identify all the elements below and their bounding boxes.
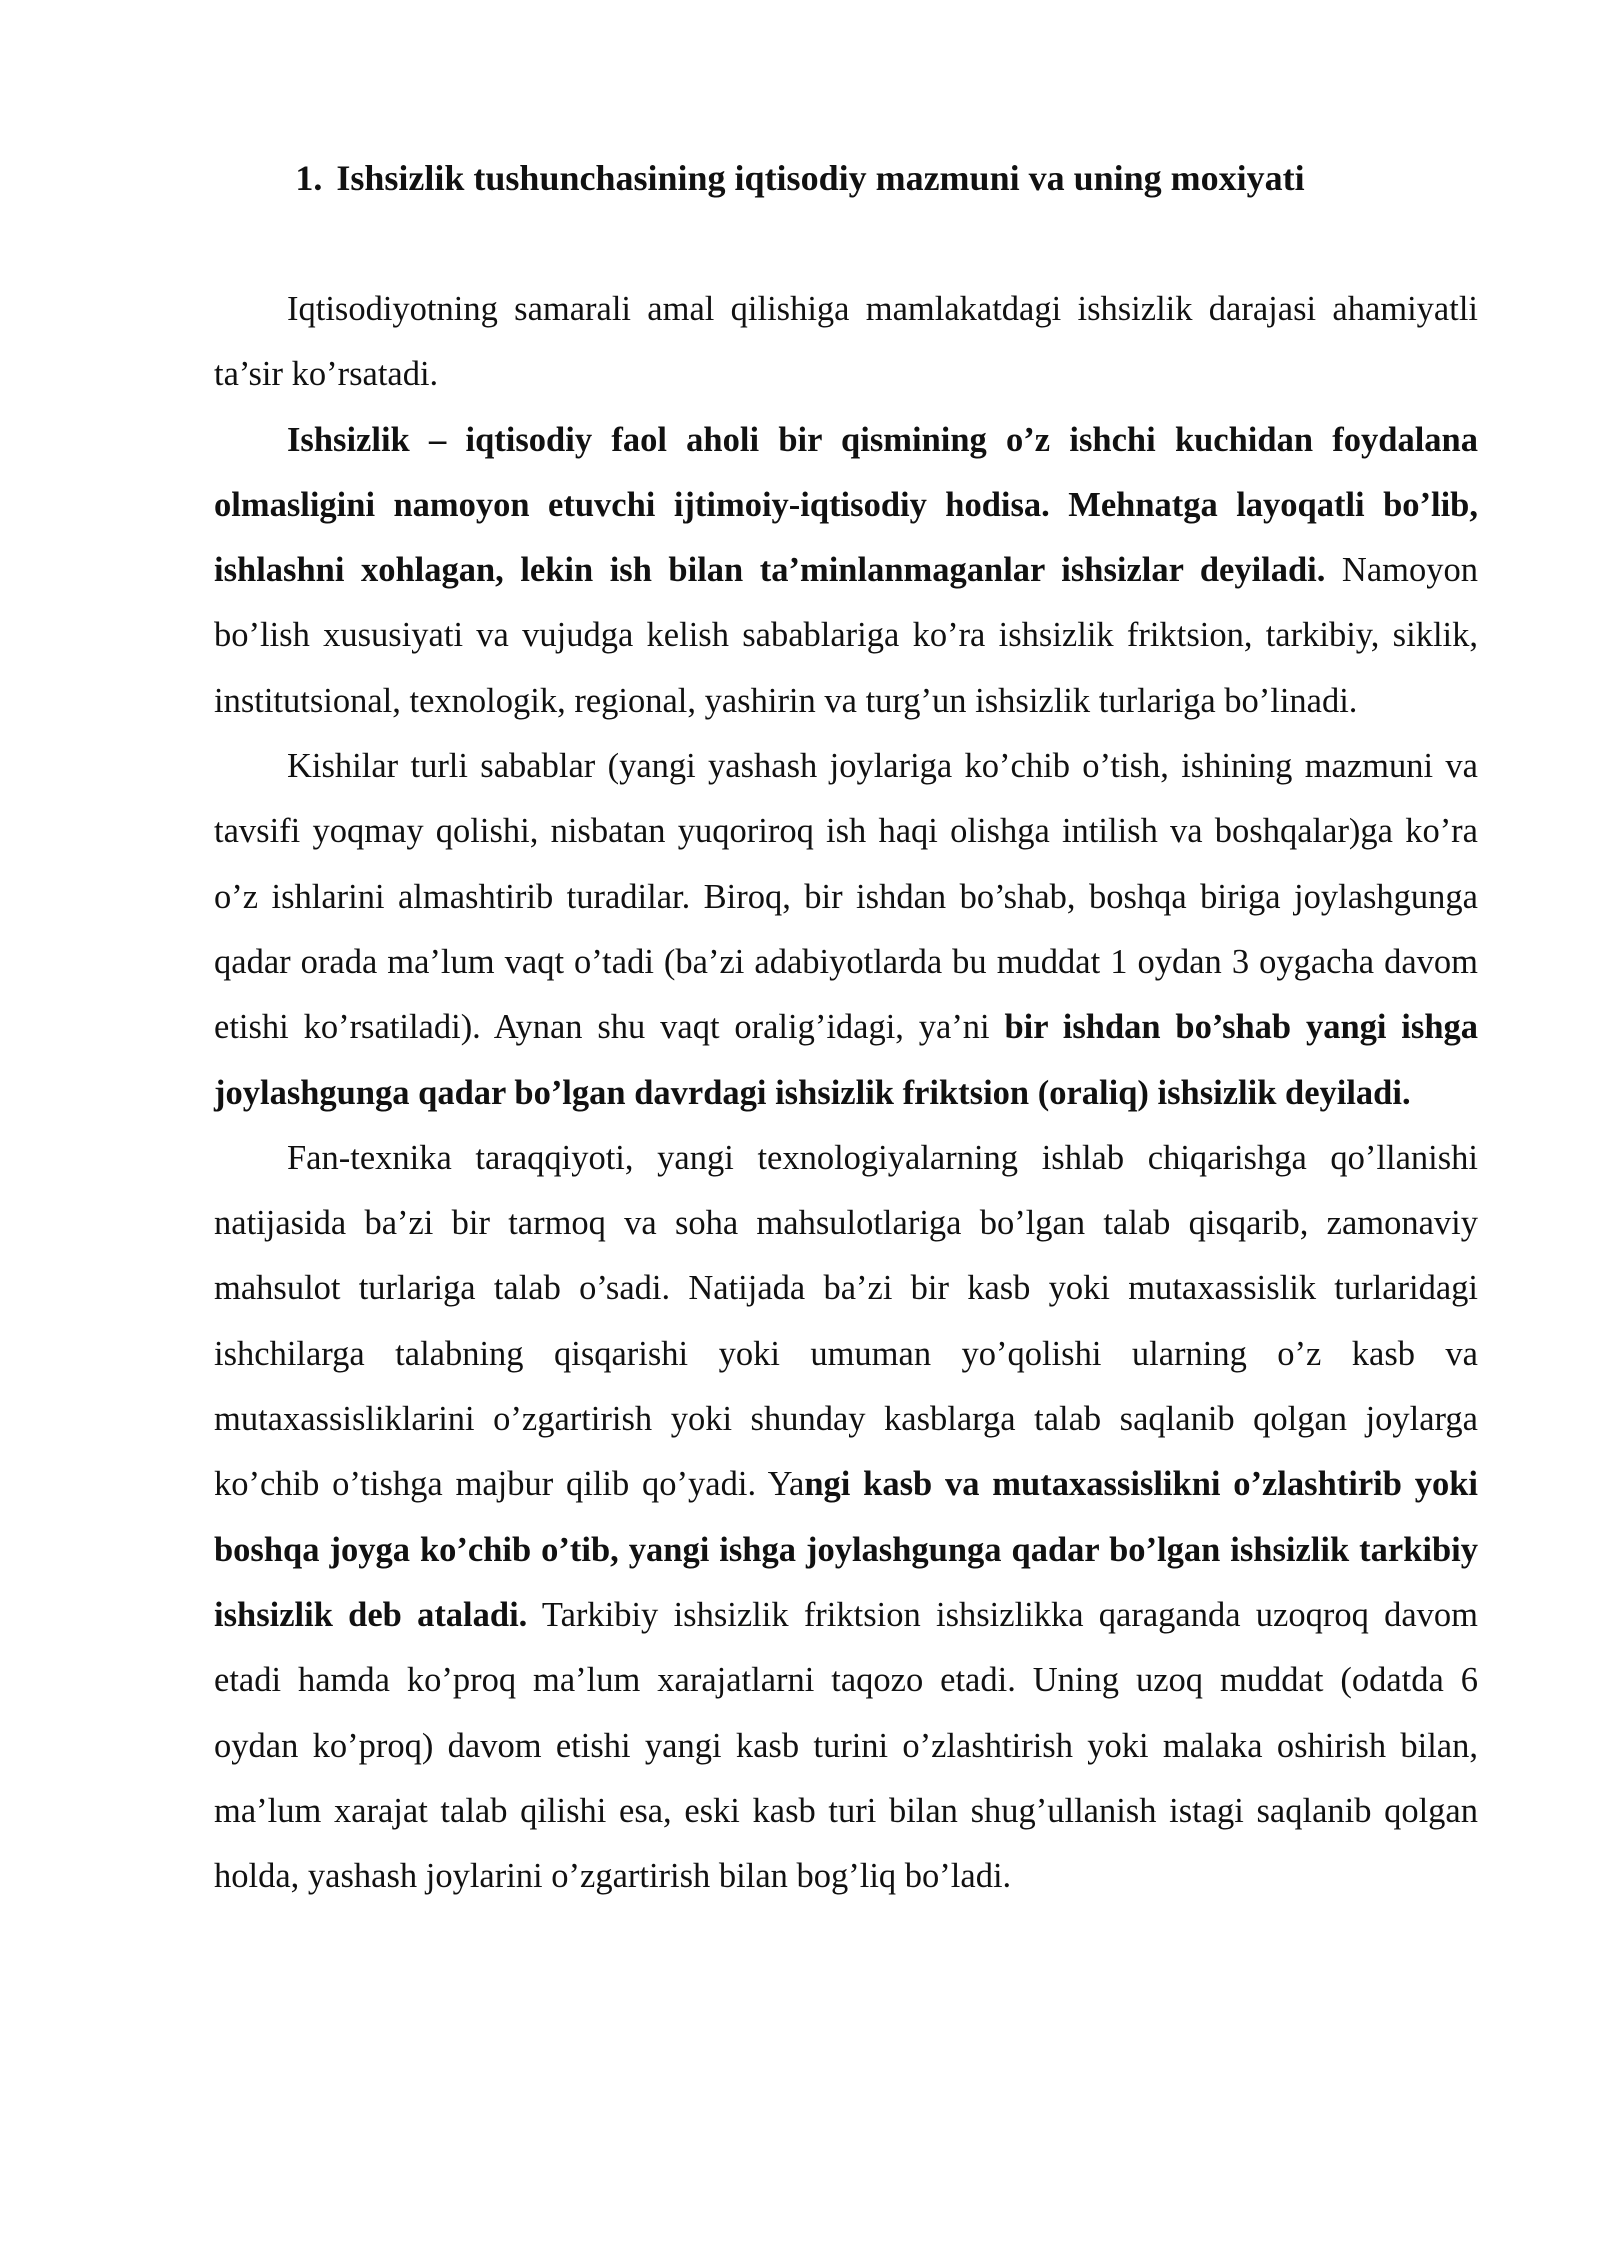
section-number: 1.	[295, 158, 323, 198]
paragraph-structural	[214, 1126, 1478, 1910]
paragraph-run: Iqtisodiyotning samarali amal qilishiga mamlakatdagi ishsizlik darajasi ahamiyatli ta’sir ko’rsatadi.	[214, 290, 1478, 394]
section-heading	[0, 148, 1600, 208]
section-title: Ishsizlik tushunchasining iqtisodiy mazmuni va uning moxiyati	[336, 158, 1305, 198]
body-text	[214, 277, 1478, 1909]
paragraph-run: Fan-texnika taraqqiyoti, yangi texnologiyalarning ishlab chiqarishga qo’llanishi natijasida ba’zi bir tarmoq va soha mahsulotlariga bo’lgan talab qisqarib, zamonaviy mahsulot turlariga talab o’sadi. Natijada ba’zi bir kasb yoki mutaxassislik turlaridagi ishchilarga talabning qisqarishi yoki umuman yo’qolishi ularning o’z kasb va mutaxassisliklarini o’zgartirish yoki shunday kasblarga talab saqlanib qolgan joylarga ko’chib o’tishga majbur qilib qo’yadi. Ya	[214, 1138, 1478, 1504]
paragraph-frictional	[214, 734, 1478, 1126]
paragraph-definition	[214, 408, 1478, 734]
paragraph-run: Namoyon bo’lish xususiyati va vujudga kelish sabablariga ko’ra ishsizlik friktsion, tarkibiy, siklik, institutsional, texnologik, regional, yashirin va turg’un ishsizlik turlariga bo’linadi.	[214, 551, 1478, 720]
paragraph-intro	[214, 277, 1478, 408]
bold-definition: ngi kasb va mutaxassislikni o’zlashtirib yoki boshqa joyga ko’chib o’tib, yangi ishga joylashgunga qadar bo’lgan ishsizlik tarkibiy ishsizlik deb ataladi.	[214, 1465, 1478, 1634]
bold-definition: bir ishdan bo’shab yangi ishga joylashgunga qadar bo’lgan davrdagi ishsizlik friktsion (oraliq) ishsizlik deyiladi.	[214, 1008, 1479, 1112]
paragraph-run: Tarkibiy ishsizlik friktsion ishsizlikka qaraganda uzoqroq davom etadi hamda ko’proq ma’lum xarajatlarni taqozo etadi. Uning uzoq muddat (odatda 6 oydan ko’proq) davom etishi yangi kasb turini o’zlashtirish yoki malaka oshirish bilan, ma’lum xarajat talab qilishi esa, eski kasb turi bilan shug’ullanish istagi saqlanib qolgan holda, yashash joylarini o’zgartirish bilan bog’liq bo’ladi.	[214, 1595, 1478, 1896]
bold-definition: Ishsizlik – iqtisodiy faol aholi bir qismining o’z ishchi kuchidan foydalana olmasligini namoyon etuvchi ijtimoiy-iqtisodiy hodisa. Mehnatga layoqatli bo’lib, ishlashni xohlagan, lekin ish bilan ta’minlanmaganlar ishsizlar deyiladi.	[214, 420, 1478, 590]
paragraph-run: Kishilar turli sabablar (yangi yashash joylariga ko’chib o’tish, ishining mazmuni va tavsifi yoqmay qolishi, nisbatan yuqoriroq ish haqi olishga intilish va boshqalar)ga ko’ra o’z ishlarini almashtirib turadilar. Biroq, bir ishdan bo’shab, boshqa biriga joylashgunga qadar orada ma’lum vaqt o’tadi (ba’zi adabiyotlarda bu muddat 1 oydan 3 oygacha davom etishi ko’rsatiladi). Aynan shu vaqt oralig’idagi, ya’ni	[214, 747, 1478, 1047]
